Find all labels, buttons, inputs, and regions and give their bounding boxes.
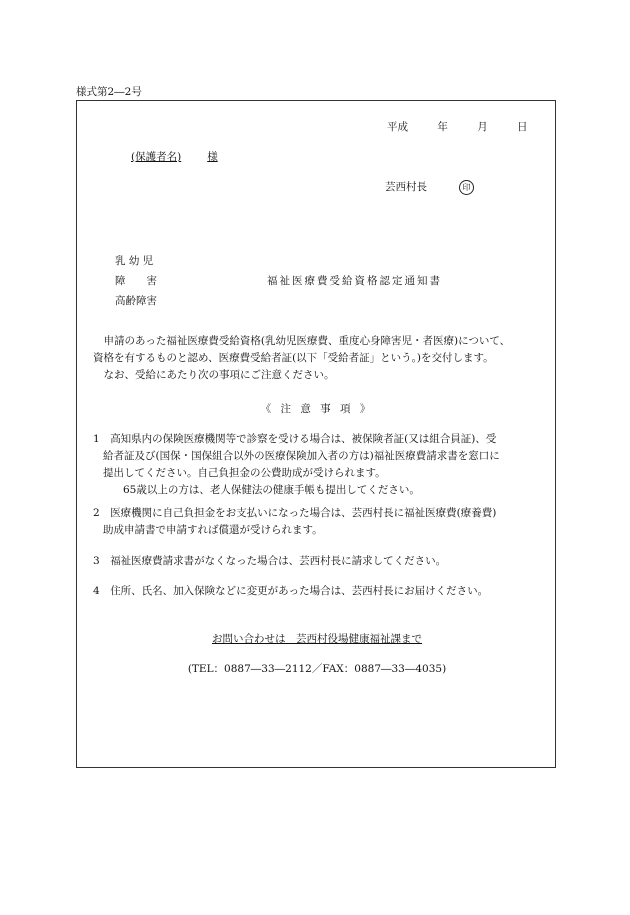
note-item-3	[93, 553, 551, 570]
notes-heading: 《 注 意 事 項 》	[260, 403, 374, 415]
category-infant: 乳 幼 児	[115, 255, 154, 267]
issuer-line	[385, 179, 474, 195]
intro-line-1: 申請のあった福祉医療費受給資格(乳幼児医療費、重度心身障害児・者医療)について、	[103, 335, 511, 347]
note-line: 65歳以上の方は、老人保健法の健康手帳も提出してください。	[123, 484, 420, 496]
inquiry-line: お問い合わせは 芸西村役場健康福祉課まで	[212, 633, 422, 645]
category-elderly-disability: 高齢障害	[115, 295, 157, 307]
note-number: 4	[93, 585, 100, 597]
note-item-1	[93, 431, 551, 499]
note-line: 福祉医療費請求書がなくなった場合は、芸西村長に請求してください。	[110, 555, 447, 567]
seal-mark: 印	[459, 180, 474, 195]
date-year: 年	[437, 121, 448, 133]
note-line: 住所、氏名、加入保険などに変更があった場合は、芸西村長にお届けください。	[110, 585, 489, 597]
date-month: 月	[477, 121, 488, 133]
guardian-name: (保護者名)	[131, 151, 182, 163]
note-line: 医療機関に自己負担金をお支払いになった場合は、芸西村長に福祉医療費(療養費)	[110, 507, 497, 519]
issue-date	[387, 119, 528, 134]
note-number: 1	[93, 433, 100, 445]
intro-line-2: 資格を有するものと認め、医療費受給者証(以下「受給者証」という。)を交付します。	[93, 352, 494, 364]
note-line: 給者証及び(国保・国保組合以外の医療保険加入者の方は)福祉医療費請求書を窓口に	[103, 450, 500, 462]
note-number: 2	[93, 507, 100, 519]
note-number: 3	[93, 555, 100, 567]
contact-numbers: (TEL：0887―33―2112／FAX：0887―33―4035)	[187, 663, 447, 675]
category-disability: 障 害	[115, 275, 157, 287]
note-line: 高知県内の保険医療機関等で診察を受ける場合は、被保険者証(又は組合員証)、受	[110, 433, 497, 445]
guardian-line	[131, 149, 218, 164]
intro-line-3: なお、受給にあたり次の事項にご注意ください。	[103, 369, 335, 381]
issuer-name: 芸西村長	[385, 181, 427, 193]
document-title: 福祉医療費受給資格認定通知書	[267, 275, 442, 287]
intro-paragraph	[93, 333, 551, 384]
note-line: 助成申請書で申請すれば償還が受けられます。	[103, 524, 323, 536]
note-item-4	[93, 583, 551, 600]
form-number: 様式第2―2号	[76, 86, 142, 98]
date-day: 日	[517, 121, 528, 133]
date-era: 平成	[387, 121, 408, 133]
note-line: 提出してください。自己負担金の公費助成が受けられます。	[103, 467, 386, 479]
guardian-honorific: 様	[207, 151, 218, 163]
note-item-2	[93, 505, 551, 539]
document-frame	[76, 100, 556, 768]
